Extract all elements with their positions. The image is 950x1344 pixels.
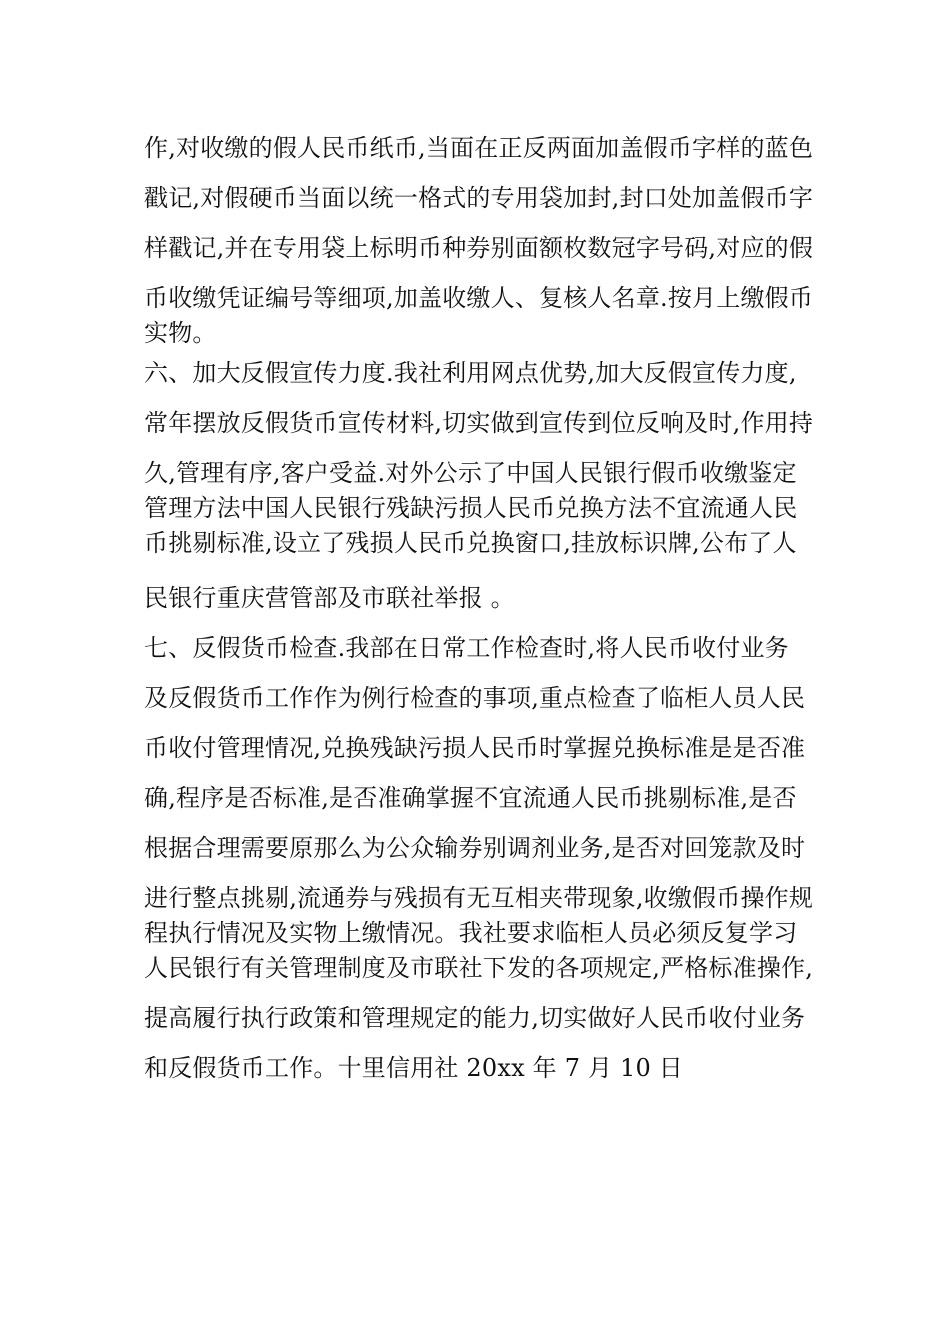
text-line: 币收缴凭证编号等细项,加盖收缴人、复核人名章.按月上缴假币 bbox=[144, 284, 814, 312]
text-line: 实物。 bbox=[144, 319, 217, 347]
text-line: 提高履行执行政策和管理规定的能力,切实做好人民币收付业务 bbox=[144, 1004, 806, 1032]
text-line: 进行整点挑剔,流通券与残损有无互相夹带现象,收缴假币操作规 bbox=[144, 884, 814, 912]
text-line: 确,程序是否标准,是否准确掌握不宜流通人民币挑剔标准,是否 bbox=[144, 784, 797, 812]
text-line: 和反假货币工作。十里信用社 20xx 年 7 月 10 日 bbox=[144, 1054, 683, 1082]
text-line: 民银行重庆营管部及市联社举报 。 bbox=[144, 584, 515, 612]
text-line: 程执行情况及实物上缴情况。我社要求临柜人员必须反复学习 bbox=[144, 919, 798, 947]
text-line: 根据合理需要原那么为公众输券别调剂业务,是否对回笼款及时 bbox=[144, 834, 806, 862]
text-line: 戳记,对假硬币当面以统一格式的专用袋加封,封口处加盖假币字 bbox=[144, 184, 814, 212]
text-line: 样戳记,并在专用袋上标明币种券别面额枚数冠字号码,对应的假 bbox=[144, 234, 814, 262]
text-line: 人民银行有关管理制度及市联社下发的各项规定,严格标准操作, bbox=[144, 954, 814, 982]
text-line: 七、反假货币检查.我部在日常工作检查时,将人民币收付业务 bbox=[144, 634, 789, 662]
text-line: 常年摆放反假货币宣传材料,切实做到宣传到位反响及时,作用持 bbox=[144, 409, 814, 437]
text-line: 币收付管理情况,兑换残缺污损人民币时掌握兑换标准是是否准 bbox=[144, 734, 806, 762]
text-line: 及反假货币工作作为例行检查的事项,重点检查了临柜人员人民 bbox=[144, 684, 806, 712]
text-line: 币挑剔标准,设立了残损人民币兑换窗口,挂放标识牌,公布了人 bbox=[144, 529, 797, 557]
text-line: 六、加大反假宣传力度.我社利用网点优势,加大反假宣传力度, bbox=[144, 359, 797, 387]
text-line: 作,对收缴的假人民币纸币,当面在正反两面加盖假币字样的蓝色 bbox=[144, 134, 814, 162]
text-line: 管理方法中国人民银行残缺污损人民币兑换方法不宜流通人民 bbox=[144, 494, 798, 522]
text-line: 久,管理有序,客户受益.对外公示了中国人民银行假币收缴鉴定 bbox=[144, 459, 797, 487]
